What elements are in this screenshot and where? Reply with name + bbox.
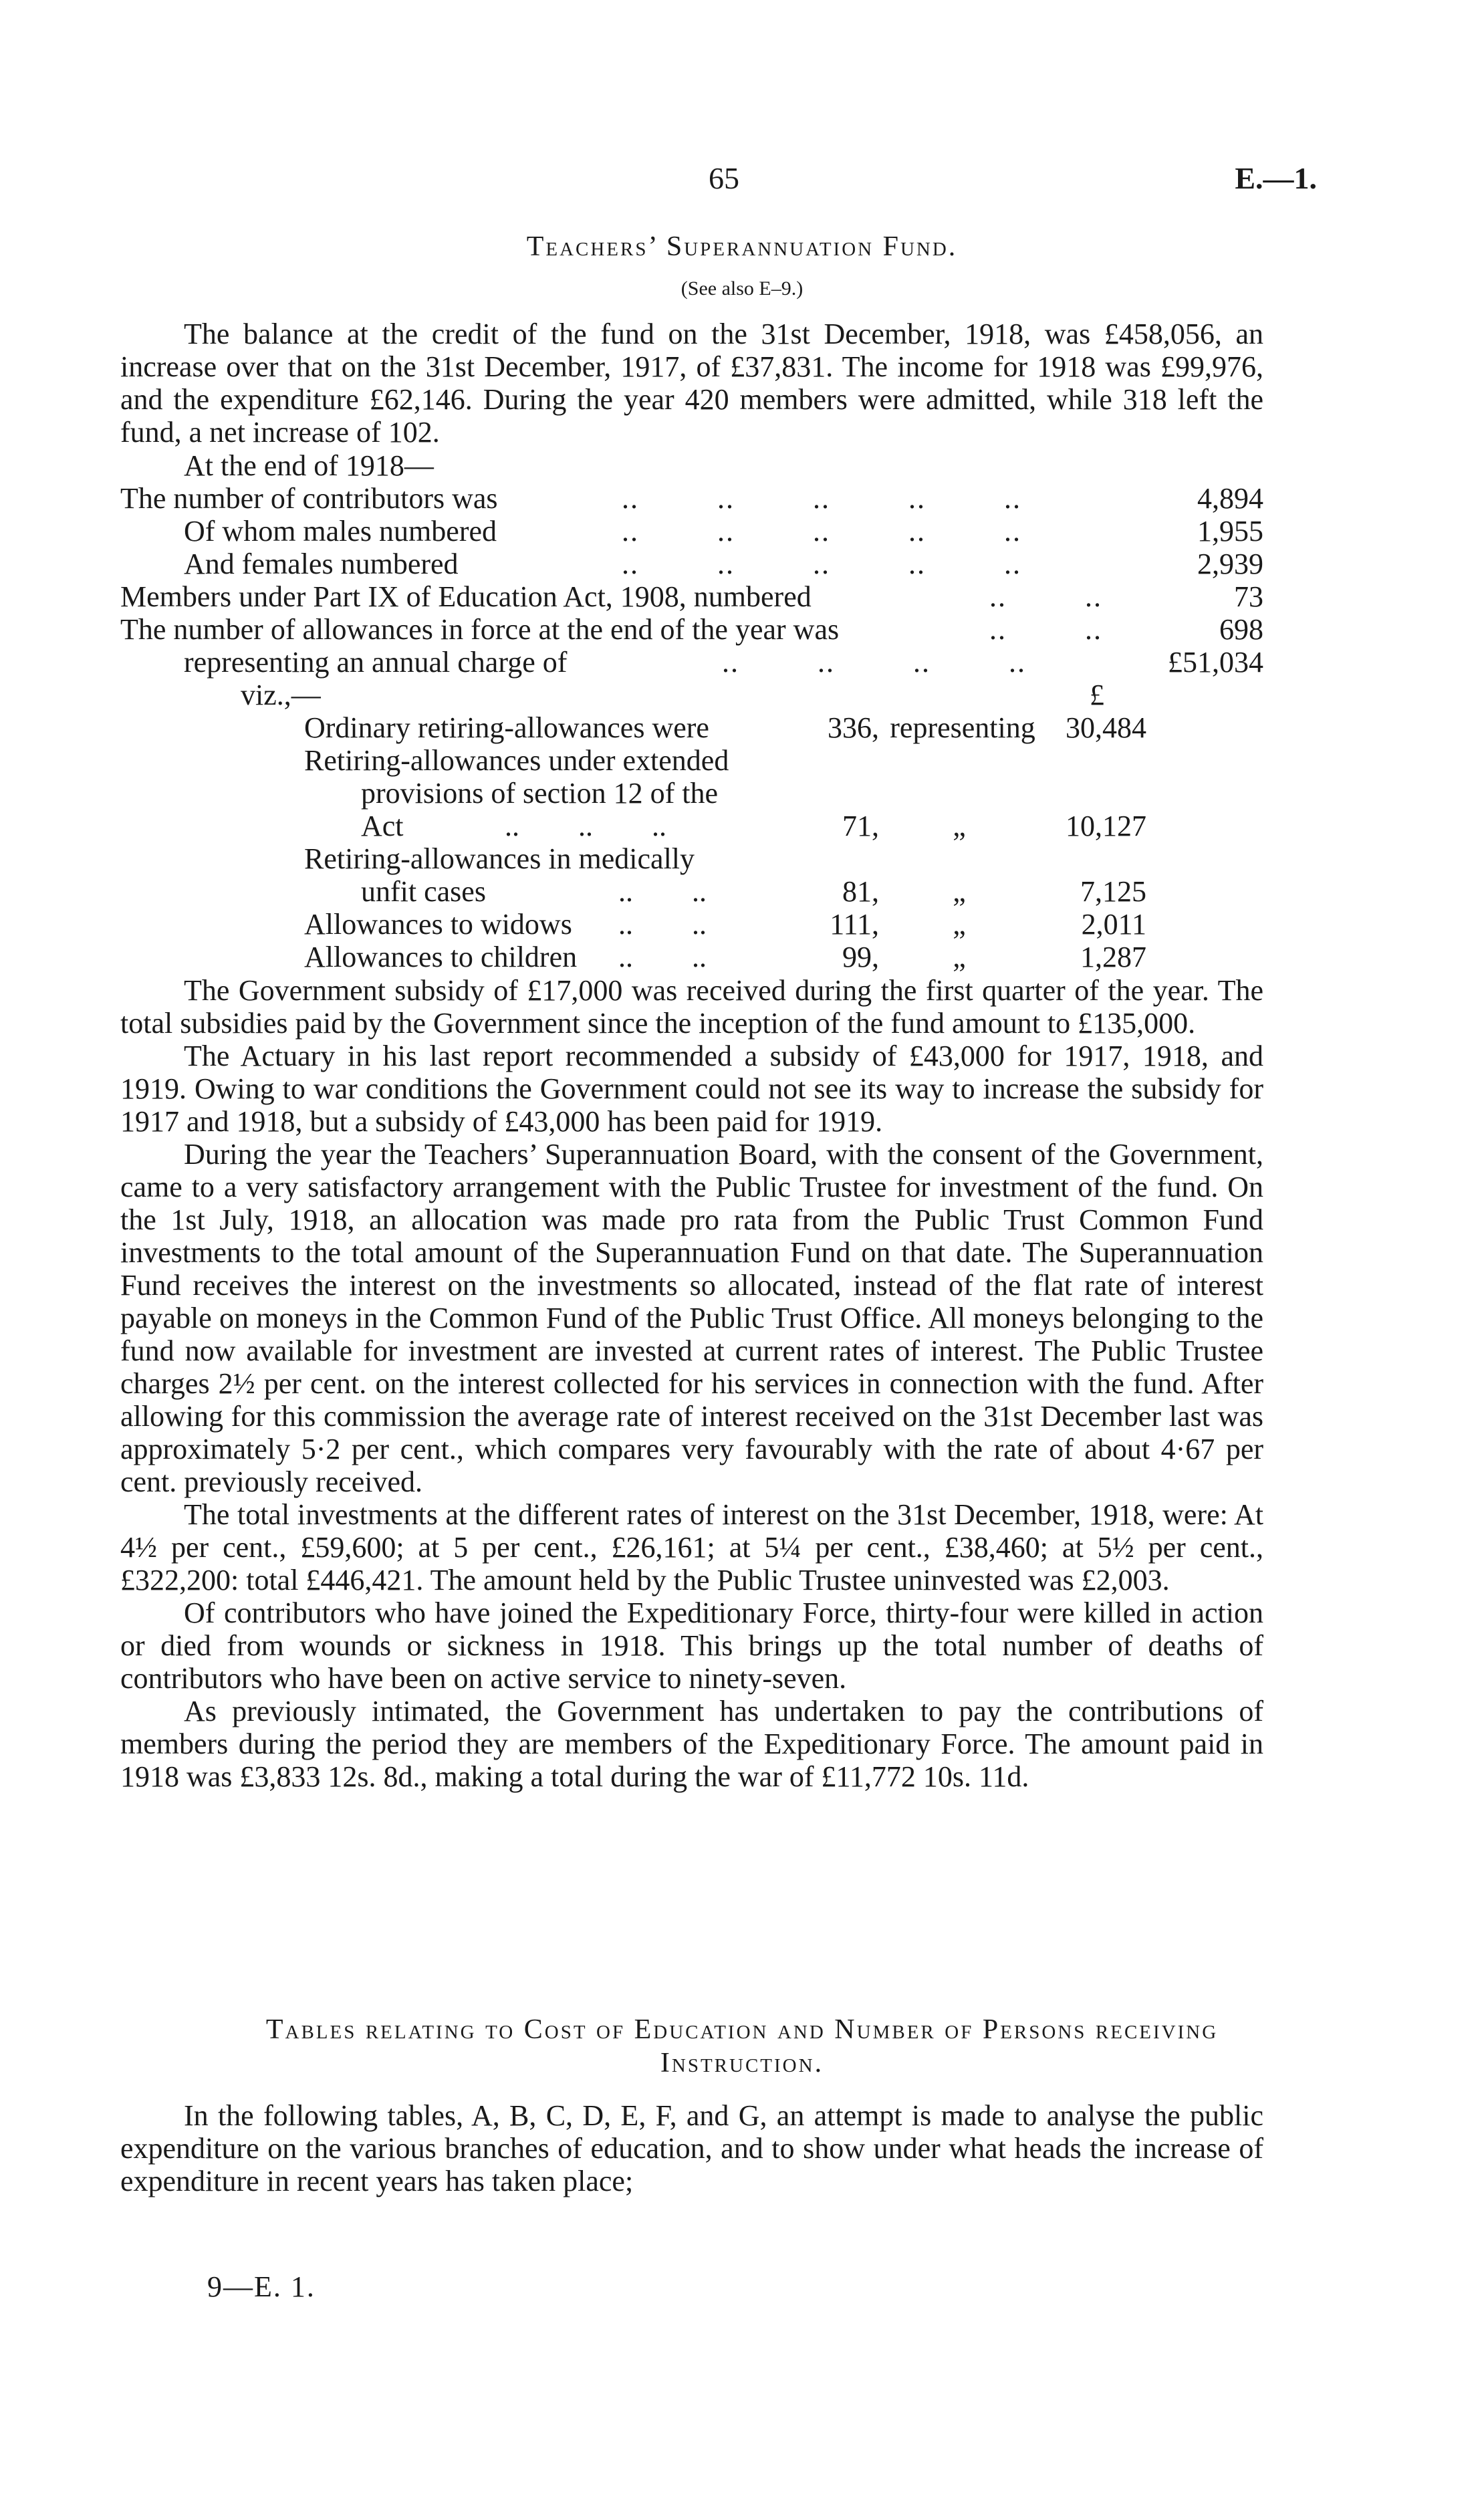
- paragraph-total-investments: The total investments at the different rates of interest on the 31st December, 1918, were: At 4½ per cent., £59,600; at 5 per cent., £26,161; at 5¼ per cent., £38,460; at 5½ per cent., £322,200: total £446,421. The amount held by the Public Trustee uninvested was £2,003.: [120, 1498, 1263, 1596]
- allowance-row-widows: Allowances to widows .. .. 111, „ 2,011: [304, 908, 1146, 941]
- series-code: E.—1.: [1235, 161, 1317, 195]
- allowance-row-ordinary: Ordinary retiring-allowances were 336, representing 30,484: [304, 711, 1146, 744]
- allowance-row-extended-line1: Retiring-allowances under extended: [304, 744, 729, 777]
- section-title-tables-line1: Tables relating to Cost of Education and Number of Persons receiving: [265, 2014, 1219, 2045]
- body-paragraphs: [120, 974, 1263, 1793]
- stat-row-females: And females numbered .. .. .. .. .. 2,939: [184, 548, 1263, 580]
- allowance-row-medical: unfit cases .. .. 81, „ 7,125: [361, 875, 1146, 908]
- stat-row-contributors: The number of contributors was .. .. .. .. .. 4,894: [120, 482, 1263, 515]
- section-title-tables-line2: Instruction.: [660, 2048, 824, 2078]
- stat-row-males: Of whom males numbered .. .. .. .. .. 1,955: [184, 515, 1263, 548]
- paragraph-subsidy: The Government subsidy of £17,000 was received during the first quarter of the year. The total subsidies paid by the Government since the inception of the fund amount to £135,000.: [120, 974, 1263, 1040]
- allowance-row-medical-line1: Retiring-allowances in medically: [304, 842, 695, 875]
- at-end-heading: At the end of 1918—: [184, 449, 434, 482]
- paragraph-investment: During the year the Teachers’ Superannuation Board, with the consent of the Government, came to a very satisfactory arrangement with the Public Trustee for investment of the fund. On the 1st July, 1918, an allocation was made pro rata from the Public Trust Common Fund investments to the total amount of the Superannuation Fund on that date. The Superannuation Fund receives the interest on the investments so allocated, instead of the flat rate of interest payable on moneys in the Common Fund of the Public Trust Office. All moneys belonging to the fund now available for investment are invested at current rates of interest. The Public Trustee charges 2½ per cent. on the interest collected for his services in connection with the fund. After allowing for this commission the average rate of interest received on the 31st December last was approximately 5·2 per cent., which compares very favourably with the rate of about 4·67 per cent. previously received.: [120, 1138, 1263, 1498]
- paragraph-expeditionary: Of contributors who have joined the Expeditionary Force, thirty-four were killed in action or died from wounds or sickness in 1918. This brings up the total number of deaths of contributors who have been on active service to ninety-seven.: [120, 1596, 1263, 1695]
- cross-reference-note: (See also E–9.): [681, 277, 803, 300]
- page-number: 65: [709, 161, 739, 195]
- allowance-row-extended: Act .. .. .. 71, „ 10,127: [361, 810, 1146, 842]
- intro-paragraph: The balance at the credit of the fund on the 31st December, 1918, was £458,056, an increase over that on the 31st December, 1917, of £37,831. The income for 1918 was £99,976, and the expenditure £62,146. During the year 420 members were admitted, while 318 left the fund, a net increase of 102.: [120, 318, 1263, 449]
- viz-heading: viz.,— £: [241, 679, 1104, 711]
- paragraph-actuary: The Actuary in his last report recommended a subsidy of £43,000 for 1917, 1918, and 1919. Owing to war conditions the Government could not see its way to increase the subsidy for 1917 and 1918, but a subsidy of £43,000 has been paid for 1919.: [120, 1040, 1263, 1138]
- pound-column-header: £: [1090, 679, 1104, 711]
- stat-row-allowances: The number of allowances in force at the end of the year was .. .. 698: [120, 613, 1263, 646]
- signature-mark: 9—E. 1.: [207, 2270, 316, 2303]
- allowances-breakdown: [304, 711, 1146, 973]
- page-header: [0, 160, 1484, 201]
- allowance-row-extended-line2: provisions of section 12 of the: [361, 777, 719, 810]
- stat-row-annual-charge: representing an annual charge of .. .. .. .. £51,034: [184, 646, 1263, 679]
- paragraph-contributions: As previously intimated, the Government has undertaken to pay the contributions of members during the period they are members of the Expeditionary Force. The amount paid in 1918 was £3,833 12s. 8d., making a total during the war of £11,772 10s. 11d.: [120, 1695, 1263, 1793]
- section-title: Teachers’ Superannuation Fund.: [526, 231, 958, 262]
- allowance-row-children: Allowances to children .. .. 99, „ 1,287: [304, 941, 1146, 973]
- stat-row-part-ix-members: Members under Part IX of Education Act, 1908, numbered .. .. 73: [120, 580, 1263, 613]
- tables-intro-paragraph: In the following tables, A, B, C, D, E, F, and G, an attempt is made to analyse the public expenditure on the various branches of education, and to show under what heads the increase of expenditure in recent years has taken place;: [120, 2099, 1263, 2197]
